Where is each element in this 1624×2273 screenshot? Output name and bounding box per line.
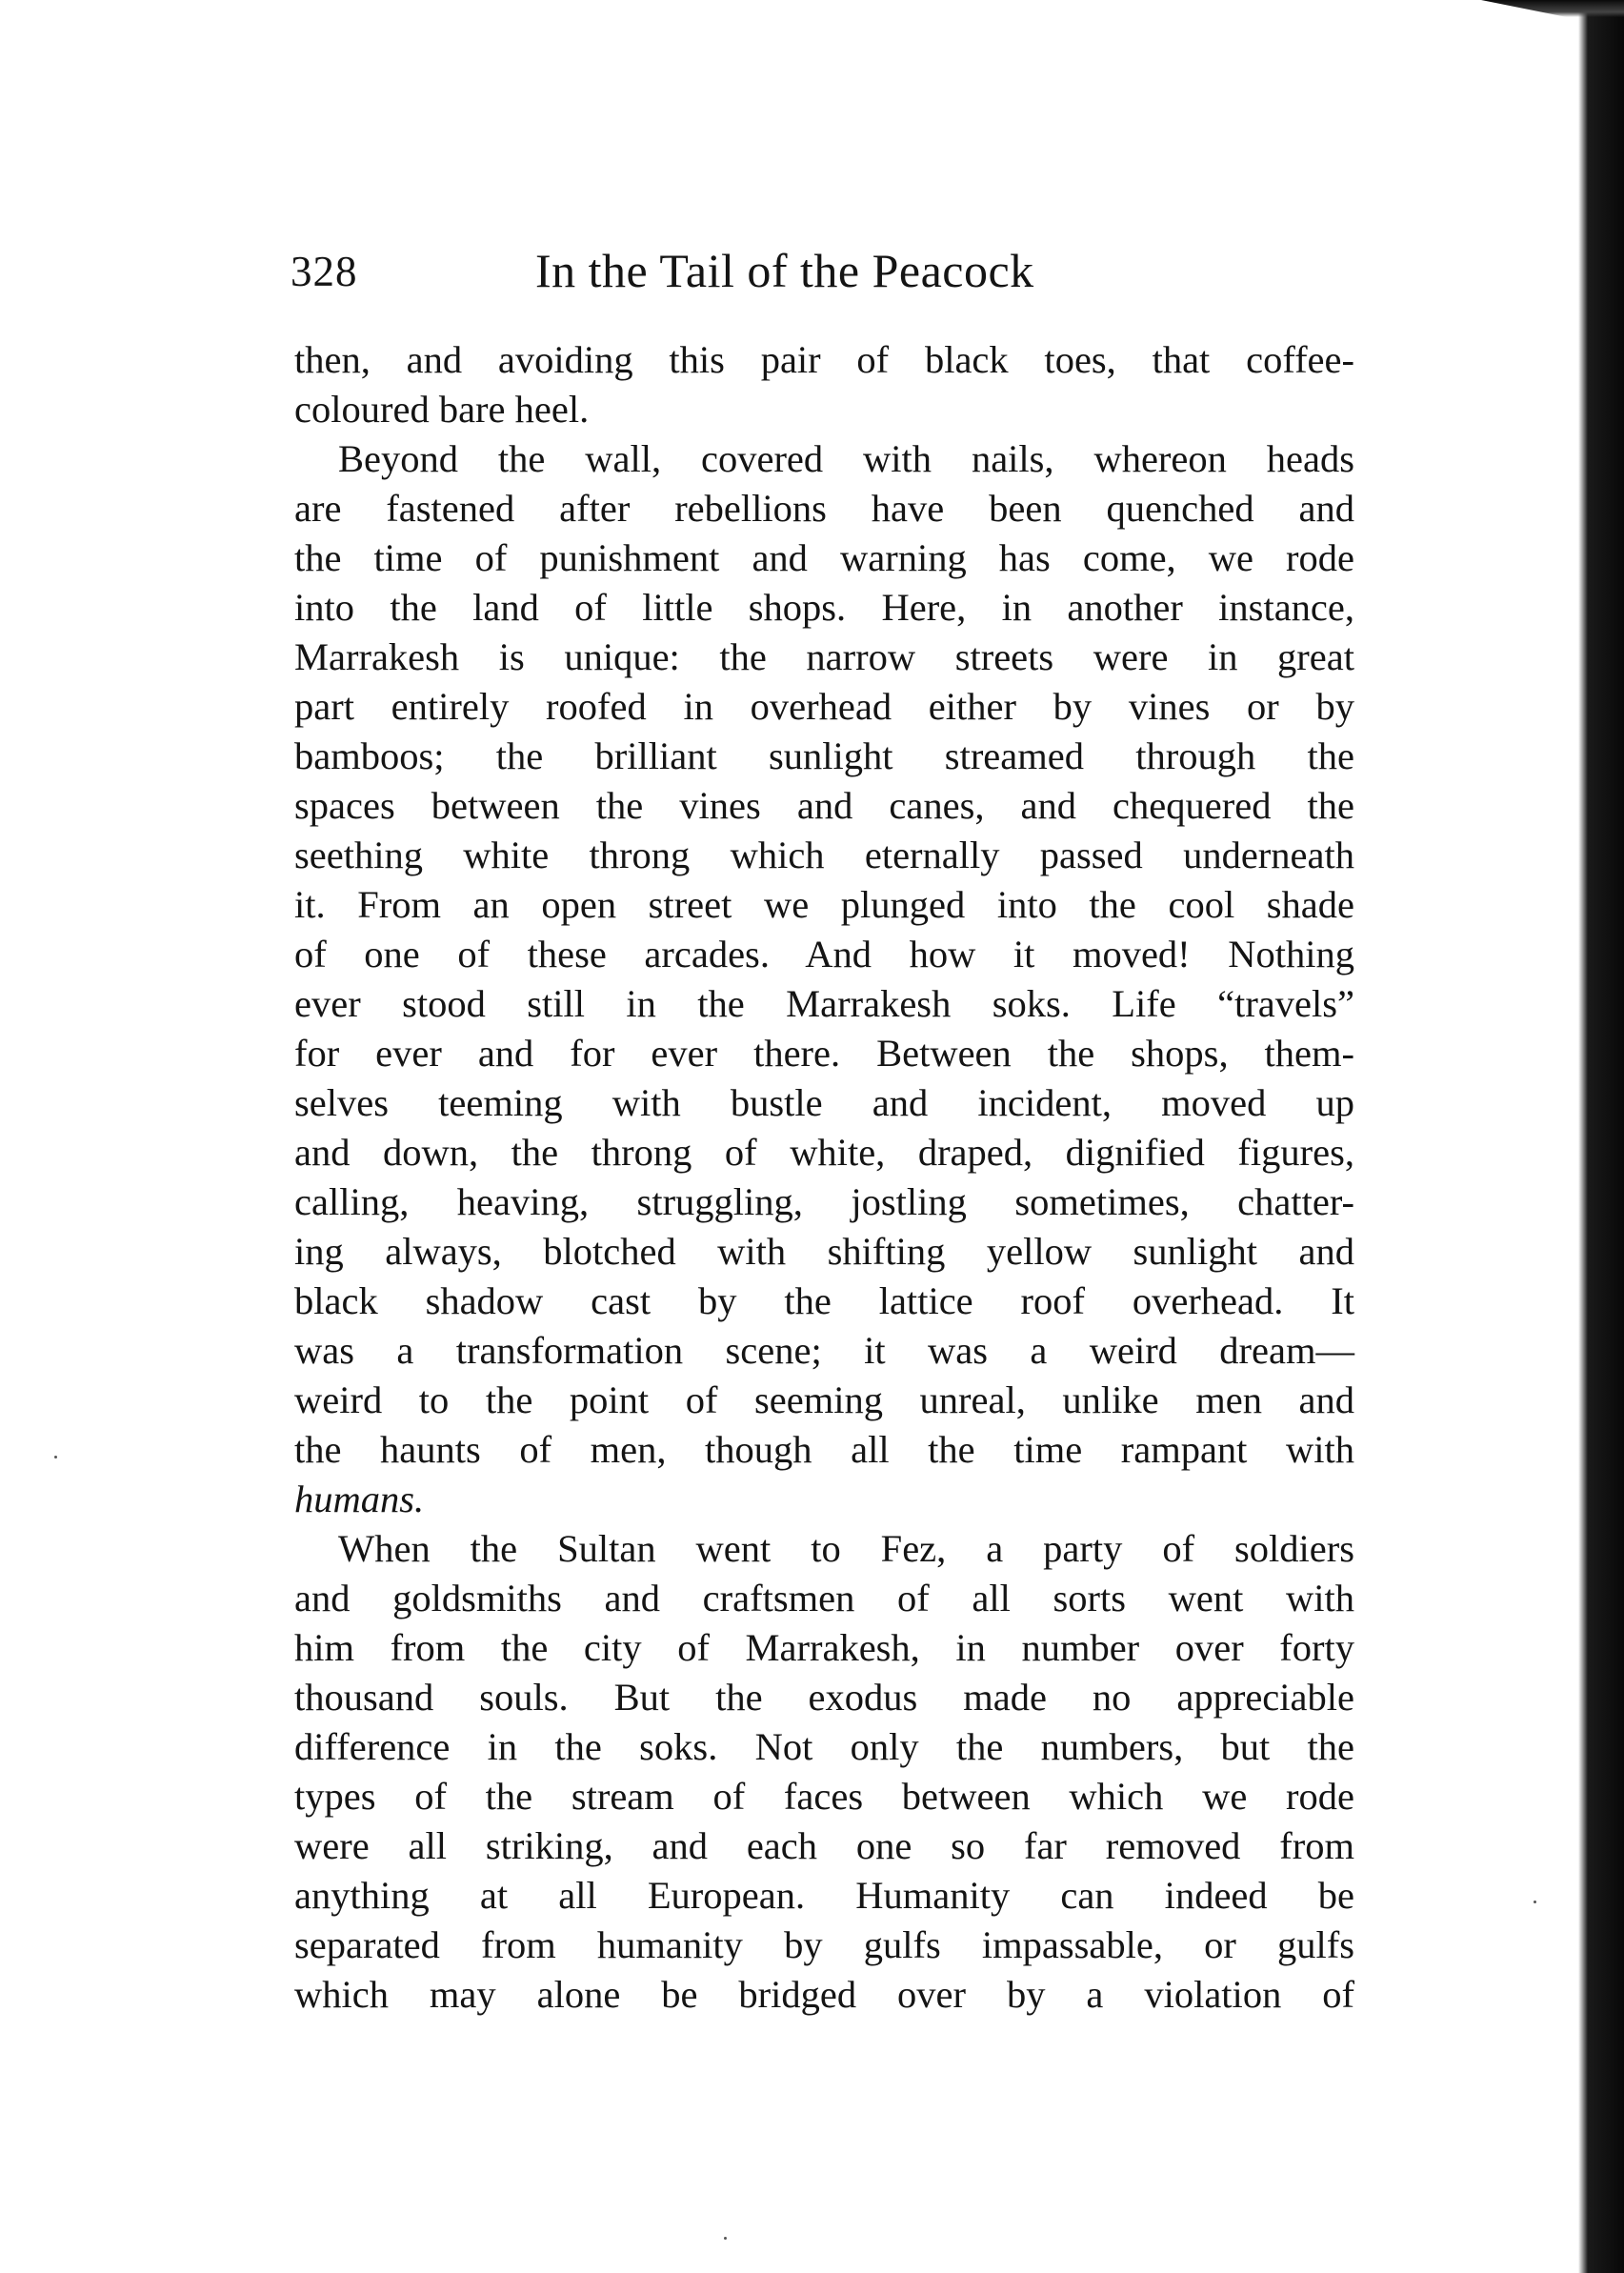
text-line: ever stood still in the Marrakesh soks. Life “travels” (294, 982, 1354, 1025)
text-line: ing always, blotched with shifting yellow sunlight and (294, 1230, 1354, 1273)
paper-speck (54, 1456, 57, 1458)
text-line: the haunts of men, though all the time rampant with (294, 1428, 1354, 1471)
text-line: anything at all European. Humanity can indeed be (294, 1874, 1354, 1917)
text-line: humans. (294, 1478, 425, 1520)
paper-speck (1534, 1901, 1536, 1903)
text-line: spaces between the vines and canes, and chequered the (294, 784, 1354, 827)
text-line: were all striking, and each one so far removed from (294, 1824, 1354, 1867)
text-line: and goldsmiths and craftsmen of all sorts went with (294, 1577, 1354, 1619)
text-line: seething white throng which eternally passed underneath (294, 834, 1354, 876)
text-line: the time of punishment and warning has come, we rode (294, 536, 1354, 579)
page-number: 328 (291, 248, 358, 295)
page-corner-shadow (1481, 0, 1624, 17)
text-line: and down, the throng of white, draped, dignified figures, (294, 1131, 1354, 1174)
text-line: are fastened after rebellions have been quenched and (294, 487, 1354, 530)
text-line: bamboos; the brilliant sunlight streamed through the (294, 734, 1354, 777)
text-line: types of the stream of faces between which we rode (294, 1775, 1354, 1818)
text-line: which may alone be bridged over by a violation of (294, 1973, 1354, 2016)
text-line: Marrakesh is unique: the narrow streets were in great (294, 635, 1354, 678)
text-line: difference in the soks. Not only the numbers, but the (294, 1725, 1354, 1768)
text-line: it. From an open street we plunged into the cool shade (294, 883, 1354, 926)
body-text (294, 335, 1354, 2020)
page-edge-shadow (1567, 0, 1624, 2273)
text-line: of one of these arcades. And how it moved! Nothing (294, 933, 1354, 976)
paragraph (294, 335, 1354, 434)
paragraph (294, 434, 1354, 1524)
text-line: separated from humanity by gulfs impassable, or gulfs (294, 1923, 1354, 1966)
text-line: weird to the point of seeming unreal, unlike men and (294, 1378, 1354, 1421)
text-line: then, and avoiding this pair of black toes, that coffee- (294, 338, 1354, 381)
text-line: Beyond the wall, covered with nails, whereon heads (338, 437, 1354, 480)
paragraph (294, 1524, 1354, 2020)
text-line: When the Sultan went to Fez, a party of soldiers (338, 1527, 1354, 1570)
text-line: was a transformation scene; it was a weird dream— (294, 1329, 1354, 1372)
text-line: black shadow cast by the lattice roof overhead. It (294, 1279, 1354, 1322)
text-line: into the land of little shops. Here, in another instance, (294, 586, 1354, 629)
text-line: thousand souls. But the exodus made no appreciable (294, 1676, 1354, 1719)
text-line: calling, heaving, struggling, jostling sometimes, chatter- (294, 1180, 1354, 1223)
text-line: selves teeming with bustle and incident, moved up (294, 1081, 1354, 1124)
text-line: for ever and for ever there. Between the shops, them- (294, 1032, 1354, 1075)
text-line: coloured bare heel. (294, 388, 590, 431)
page-header (291, 243, 1357, 310)
text-line: part entirely roofed in overhead either by vines or by (294, 685, 1354, 728)
text-line: him from the city of Marrakesh, in number over forty (294, 1626, 1354, 1669)
running-title: In the Tail of the Peacock (535, 244, 1034, 297)
paper-speck (724, 2237, 727, 2240)
